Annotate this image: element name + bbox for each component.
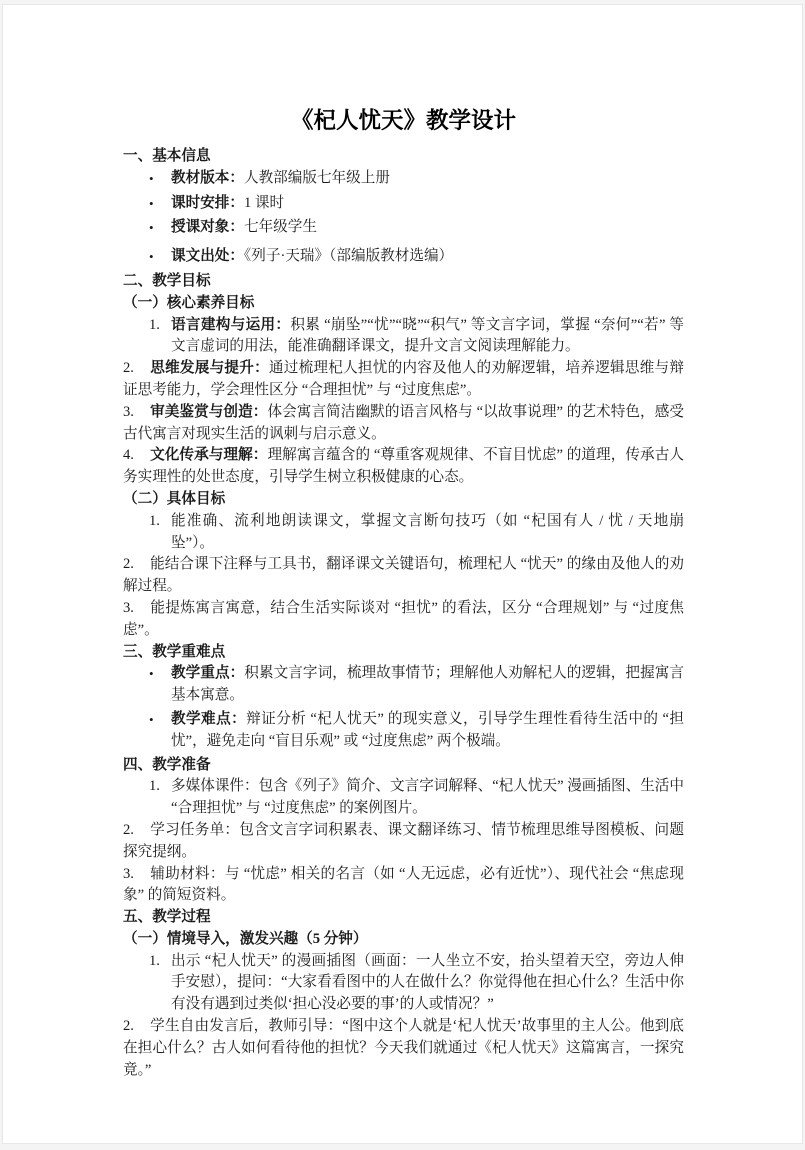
- bullet-icon: •: [149, 666, 154, 682]
- item-value: 体会寓言简洁幽默的语言风格与 “以故事说理” 的艺术特色，感受古代寓言对现实生活的讽刺与启示意义。: [123, 403, 684, 442]
- specific-objective-2: [123, 554, 684, 598]
- bullet-icon: •: [149, 195, 154, 211]
- list-item-text-source: [123, 246, 684, 268]
- process-step-2: [123, 1016, 684, 1081]
- bullet-icon: •: [149, 249, 154, 265]
- item-value: 积累文言字词，梳理故事情节；理解他人劝解杞人的逻辑，把握寓言基本寓意。: [171, 665, 684, 704]
- item-value: 学生自由发言后，教师引导：“图中这个人就是‘杞人忧天’故事里的主人公。他到底在担心什么？古人如何看待他的担忧？今天我们就通过《杞人忧天》这篇寓言，一探究竟。”: [123, 1018, 684, 1078]
- teaching-difficult-point: [123, 709, 684, 753]
- teaching-key-point: [123, 663, 684, 707]
- item-value: 积累 “崩坠”“忧”“晓”“积气” 等文言字词，掌握 “奈何”“若” 等文言虚词的用法，能准确翻译课文，提升文言文阅读理解能力。: [171, 316, 684, 355]
- item-number: 2.: [123, 556, 134, 573]
- item-label: 思维发展与提升：: [150, 360, 269, 377]
- item-value: 理解寓言蕴含的 “尊重客观规律、不盲目忧虑” 的道理，传承古人务实理性的处世态度，引导学生树立积极健康的心态。: [123, 447, 684, 486]
- item-label: 文化传承与理解：: [150, 447, 268, 464]
- heading-key-difficult-points: 三、教学重难点: [123, 643, 226, 660]
- item-label: 审美鉴赏与创造：: [150, 403, 268, 420]
- item-value: 1 课时: [243, 194, 285, 211]
- heading-basic-info: 一、基本信息: [123, 148, 211, 164]
- item-label: 语言建构与运用：: [171, 316, 291, 333]
- item-value: 能提炼寓言寓意，结合生活实际谈对 “担忧” 的看法，区分 “合理规划” 与 “过度焦虑”。: [123, 599, 684, 638]
- item-number: 2.: [123, 360, 134, 377]
- item-value: 人教部编版七年级上册: [243, 169, 390, 186]
- item-number: 2.: [123, 1018, 134, 1035]
- item-number: 1.: [149, 952, 160, 969]
- item-value: 《列子·天瑞》（部编版教材选编）: [243, 248, 454, 265]
- item-number: 1.: [149, 316, 160, 333]
- basic-info-list: [123, 168, 684, 268]
- list-item-text: [171, 168, 684, 190]
- document-page: [2, 4, 803, 1144]
- objective-item-language: [123, 315, 684, 359]
- specific-objective-3: [123, 598, 684, 642]
- item-label: 授课对象：: [171, 219, 244, 236]
- document-title: 《杞人忧天》教学设计: [290, 108, 516, 133]
- item-number: 1.: [149, 512, 160, 529]
- item-label: 教学难点：: [171, 710, 247, 727]
- item-label: 学习任务单：: [150, 821, 240, 838]
- heading-teaching-preparation: 四、教学准备: [123, 756, 211, 773]
- item-value: 能准确、流利地朗读课文，掌握文言断句技巧（如 “杞国有人 / 忧 / 天地崩坠”）。: [171, 512, 684, 551]
- item-label: 辅助材料：: [150, 865, 225, 882]
- heading-teaching-process: 五、教学过程: [123, 909, 211, 926]
- bullet-icon: •: [149, 711, 154, 727]
- item-value: 包含《列子》简介、文言字词解释、“杞人忧天” 漫画插图、生活中 “合理担忧” 与 “过度焦虑” 的案例图片。: [171, 778, 684, 817]
- item-label: 课时安排：: [171, 194, 244, 211]
- item-number: 4.: [123, 447, 134, 464]
- objective-item-aesthetics: [123, 402, 684, 446]
- heading-specific-objectives: （二）具体目标: [123, 490, 226, 507]
- list-item-target-students: [123, 217, 684, 239]
- preparation-item-task-sheet: [123, 820, 684, 864]
- list-item-text: [171, 246, 684, 268]
- heading-situation-introduction: （一）情境导入，激发兴趣（5 分钟）: [123, 930, 368, 947]
- preparation-item-courseware: [123, 776, 684, 820]
- list-item-text: [171, 709, 684, 753]
- item-value: 七年级学生: [243, 219, 317, 236]
- item-value: 与 “忧虑” 相关的名言（如 “人无远虑，必有近忧”）、现代社会 “焦虑现象” 的简短资料。: [123, 865, 684, 904]
- objective-item-culture: [123, 445, 684, 489]
- key-points-list: [123, 663, 684, 752]
- list-item-text: [171, 315, 684, 359]
- bullet-icon: •: [149, 220, 154, 236]
- process-step-1: [123, 951, 684, 1016]
- item-value: 通过梳理杞人担忧的内容及他人的劝解逻辑，培养逻辑思维与辩证思考能力，学会理性区分 “合理担忧” 与 “过度焦虑”。: [123, 360, 684, 398]
- list-item-textbook-version: [123, 168, 684, 190]
- item-number: 3.: [123, 865, 134, 882]
- item-number: 2.: [123, 821, 134, 838]
- item-value: 辩证分析 “杞人忧天” 的现实意义，引导学生理性看待生活中的 “担忧”，避免走向 “盲目乐观” 或 “过度焦虑” 两个极端。: [171, 710, 684, 749]
- heading-teaching-objectives: 二、教学目标: [123, 272, 211, 289]
- item-label: 多媒体课件：: [171, 778, 259, 795]
- list-item-text: [171, 776, 684, 820]
- bullet-icon: •: [149, 170, 154, 186]
- item-label: 课文出处：: [171, 248, 244, 265]
- list-item-class-hours: [123, 193, 684, 215]
- list-item-text: [171, 193, 684, 215]
- item-label: 教学重点：: [171, 665, 245, 682]
- list-item-text: [171, 217, 684, 239]
- item-number: 3.: [123, 403, 134, 420]
- specific-objective-1: [123, 511, 684, 555]
- item-value: 包含文言字词积累表、课文翻译练习、情节梳理思维导图模板、问题探究提纲。: [123, 821, 684, 860]
- item-value: 能结合课下注释与工具书，翻译课文关键语句，梳理杞人 “忧天” 的缘由及他人的劝解过程。: [123, 556, 684, 595]
- objective-item-thinking: [123, 358, 684, 402]
- list-item-text: [171, 663, 684, 707]
- item-value: 出示 “杞人忧天” 的漫画插图（画面：一人坐立不安，抬头望着天空，旁边人伸手安慰），提问：“大家看看图中的人在做什么？你觉得他在担心什么？生活中你有没有遇到过类似‘担心没必要的事’的人或情况？”: [171, 952, 684, 1013]
- item-number: 3.: [123, 599, 134, 616]
- preparation-item-aux-materials: [123, 864, 684, 908]
- item-number: 1.: [149, 778, 160, 795]
- item-label: 教材版本：: [171, 169, 244, 186]
- heading-core-literacy-objectives: （一）核心素养目标: [123, 294, 255, 311]
